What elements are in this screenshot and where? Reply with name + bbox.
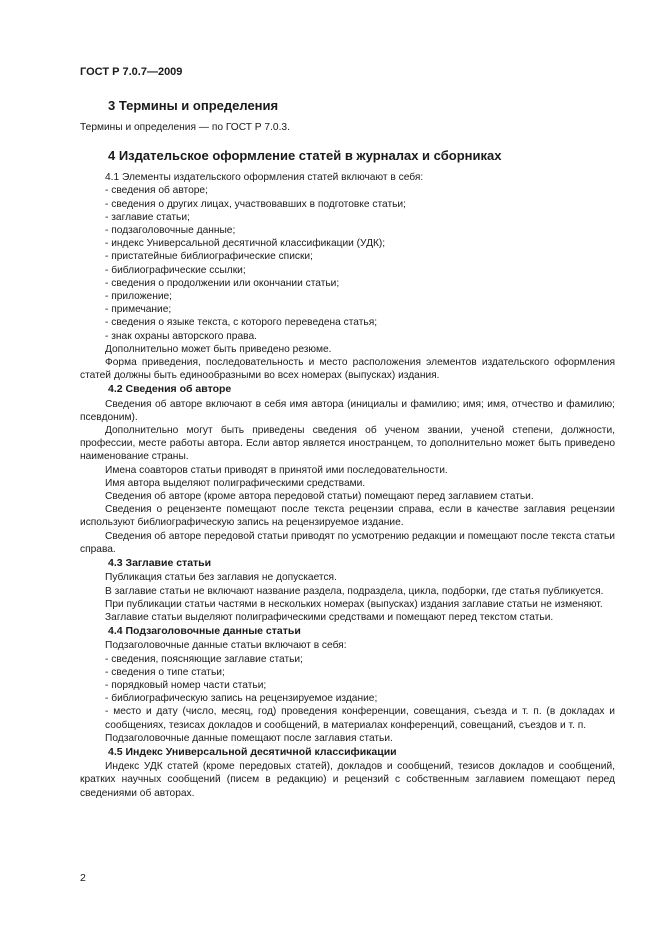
section-4-2-title: 4.2 Сведения об авторе [108, 383, 232, 396]
list-item: - сведения, поясняющие заглавие статьи; [80, 653, 615, 666]
section-4-4-list [80, 653, 615, 732]
section-4-5-title: 4.5 Индекс Универсальной десятичной классификации [108, 745, 397, 758]
section-3-title: 3 Термины и определения [108, 98, 279, 113]
paragraph: Сведения об авторе передовой статьи приводят по усмотрению редакции и помещают после текста статьи справа. [80, 530, 615, 555]
list-item: - пристатейные библиографические списки; [80, 250, 615, 263]
paragraph: Публикация статьи без заглавия не допускается. [105, 572, 337, 584]
list-item: - место и дату (число, месяц, год) проведения конференции, совещания, съезда и т. п. (в докладах и сообщениях, тезисах докладов и сообщений, в материалах конференций, совещаний, съездов и т. п. [80, 705, 615, 731]
section-4-1-list [80, 184, 615, 342]
paragraph: При публикации статьи частями в нескольких номерах (выпусках) издания заглавие статьи не изменяют. [105, 598, 603, 610]
paragraph: Имя автора выделяют полиграфическими средствами. [105, 477, 366, 489]
list-item: - порядковый номер части статьи; [80, 679, 615, 692]
list-item: - примечание; [80, 303, 615, 316]
list-item: - сведения о языке текста, с которого переведена статья; [80, 316, 615, 329]
paragraph: Имена соавторов статьи приводят в принятой ими последовательности. [105, 464, 448, 476]
list-item: - библиографические ссылки; [80, 264, 615, 277]
section-4-4-title: 4.4 Подзаголовочные данные статьи [108, 625, 301, 638]
section-4-1-intro: 4.1 Элементы издательского оформления статей включают в себя: [105, 172, 424, 184]
paragraph: Сведения о рецензенте помещают после текста рецензии справа, если в качестве заглавия рецензии используют библиографическую запись на рецензируемое издание. [80, 504, 615, 529]
list-item: - библиографическую запись на рецензируемое издание; [80, 692, 615, 705]
list-item: - сведения о продолжении или окончании статьи; [80, 277, 615, 290]
paragraph: Форма приведения, последовательность и место расположения элементов издательского оформления статей должны быть единообразными во всех номерах (выпусках) издания. [80, 357, 615, 382]
list-item: - сведения о других лицах, участвовавших в подготовке статьи; [80, 198, 615, 211]
paragraph: В заглавие статьи не включают название раздела, подраздела, цикла, подборки, где статья публикуется. [105, 585, 604, 597]
page-number: 2 [80, 872, 86, 884]
list-item: - индекс Универсальной десятичной классификации (УДК); [80, 237, 615, 250]
paragraph: Дополнительно могут быть приведены сведения об ученом звании, ученой степени, должности, профессии, месте работы автора. Если автор является иностранцем, то дополнительно может быть приведено наименование страны. [80, 425, 615, 463]
section-4-title: 4 Издательское оформление статей в журналах и сборниках [108, 148, 502, 164]
list-item: - приложение; [80, 290, 615, 303]
paragraph: Подзаголовочные данные помещают после заглавия статьи. [105, 732, 393, 744]
list-item: - сведения об авторе; [80, 184, 615, 197]
page-content [80, 98, 615, 800]
paragraph: Индекс УДК статей (кроме передовых статей), докладов и сообщений, тезисов докладов и сообщений, кратких научных сообщений (писем в редакцию) и рецензий с собственным заглавием помещают перед сведениями об авторах. [80, 761, 615, 799]
paragraph: Дополнительно может быть приведено резюме. [105, 343, 332, 355]
paragraph: Сведения об авторе включают в себя имя автора (инициалы и фамилию; имя; имя, отчество и фамилию; псевдоним). [80, 398, 615, 423]
list-item: - подзаголовочные данные; [80, 224, 615, 237]
paragraph: Сведения об авторе (кроме автора передовой статьи) помещают перед заглавием статьи. [105, 491, 534, 503]
list-item: - знак охраны авторского права. [80, 330, 615, 343]
list-item: - заглавие статьи; [80, 211, 615, 224]
list-item: - сведения о типе статьи; [80, 666, 615, 679]
section-4-3-title: 4.3 Заглавие статьи [108, 557, 212, 570]
section-3-text: Термины и определения — по ГОСТ Р 7.0.3. [80, 122, 290, 133]
paragraph: Заглавие статьи выделяют полиграфическими средствами и помещают перед текстом статьи. [105, 611, 554, 623]
page-header: ГОСТ Р 7.0.7—2009 [80, 66, 183, 78]
section-4-4-intro: Подзаголовочные данные статьи включают в себя: [105, 640, 347, 652]
